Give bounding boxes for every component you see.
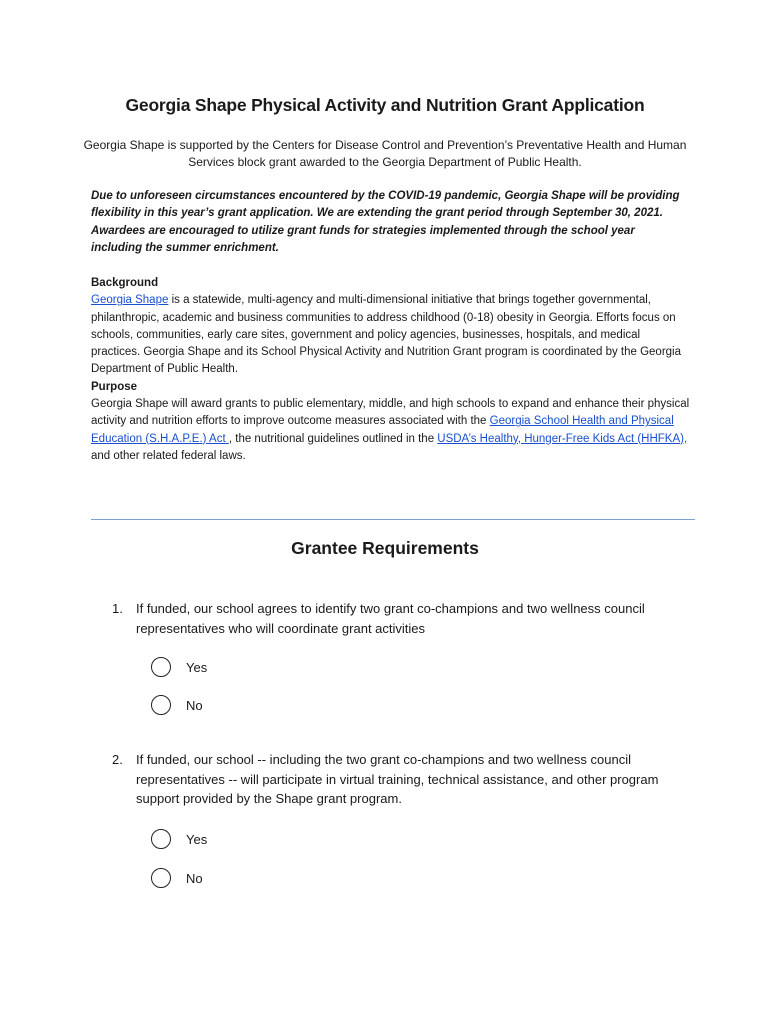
covid-notice: Due to unforeseen circumstances encountered by the COVID-19 pandemic, Georgia Shape will be providing flexibility in this year’s grant application. We are extending the grant period through September 30, 2021. Awardees are encouraged to utilize grant funds for strategies implemented through the school year including the summer enrichment.: [91, 190, 680, 254]
question-2-option-yes[interactable]: [151, 827, 207, 851]
shape-act-link[interactable]: Georgia School Health and Physical Education (S.H.A.P.E.) Act: [91, 415, 674, 445]
background-purpose-section: [91, 275, 691, 465]
purpose-paragraph: [91, 396, 691, 465]
hhfka-link[interactable]: USDA’s Healthy, Hunger-Free Kids Act (HHFKA),: [437, 432, 688, 445]
background-paragraph: [91, 292, 691, 378]
purpose-text-3: and other related federal laws.: [91, 449, 246, 462]
question-text: If funded, our school -- including the two grant co-champions and two wellness council representatives -- will participate in virtual training, technical assistance, and other program support provided by the Shape grant program.: [136, 752, 659, 806]
question-text: If funded, our school agrees to identify two grant co-champions and two wellness council representatives who will coordinate grant activities: [136, 601, 645, 636]
page-title: Georgia Shape Physical Activity and Nutrition Grant Application: [125, 95, 645, 115]
question-2-option-no[interactable]: [151, 866, 203, 890]
purpose-text-1: Georgia Shape will award grants to public elementary, middle, and high schools to expand and enhance their physical activity and nutrition efforts to improve outcome measures associated with the: [91, 398, 690, 428]
purpose-text-2: , the nutritional guidelines outlined in the: [228, 432, 438, 445]
option-label: No: [186, 697, 203, 713]
question-1-option-yes[interactable]: [151, 655, 207, 679]
section-title: Grantee Requirements: [291, 538, 479, 558]
radio-button[interactable]: [151, 695, 171, 715]
georgia-shape-link[interactable]: Georgia Shape: [91, 294, 169, 307]
section-divider: [91, 519, 695, 520]
question-1: [112, 599, 672, 638]
radio-button[interactable]: [151, 657, 171, 677]
background-heading: Background: [91, 277, 159, 289]
radio-button[interactable]: [151, 829, 171, 849]
question-1-option-no[interactable]: [151, 693, 203, 717]
radio-button[interactable]: [151, 868, 171, 888]
question-number: 2.: [112, 752, 123, 767]
intro-paragraph: Georgia Shape is supported by the Centers for Disease Control and Prevention’s Preventative Health and Human Services block grant awarded to the Georgia Department of Public Health.: [83, 138, 687, 169]
question-number: 1.: [112, 601, 123, 616]
option-label: Yes: [186, 659, 208, 675]
option-label: No: [186, 870, 203, 886]
question-2: [112, 750, 672, 809]
background-text: is a statewide, multi-agency and multi-dimensional initiative that brings together governmental, philanthropic, academic and business communities to address childhood (0-18) obesity in Georgia. Efforts focus on schools, communities, early care sites, government and policy agencies, businesses, hospitals, and medical practices. Georgia Shape and its School Physical Activity and Nutrition Grant program is coordinated by the Georgia Department of Public Health.: [91, 294, 681, 376]
option-label: Yes: [186, 831, 208, 847]
purpose-heading: Purpose: [91, 380, 138, 393]
